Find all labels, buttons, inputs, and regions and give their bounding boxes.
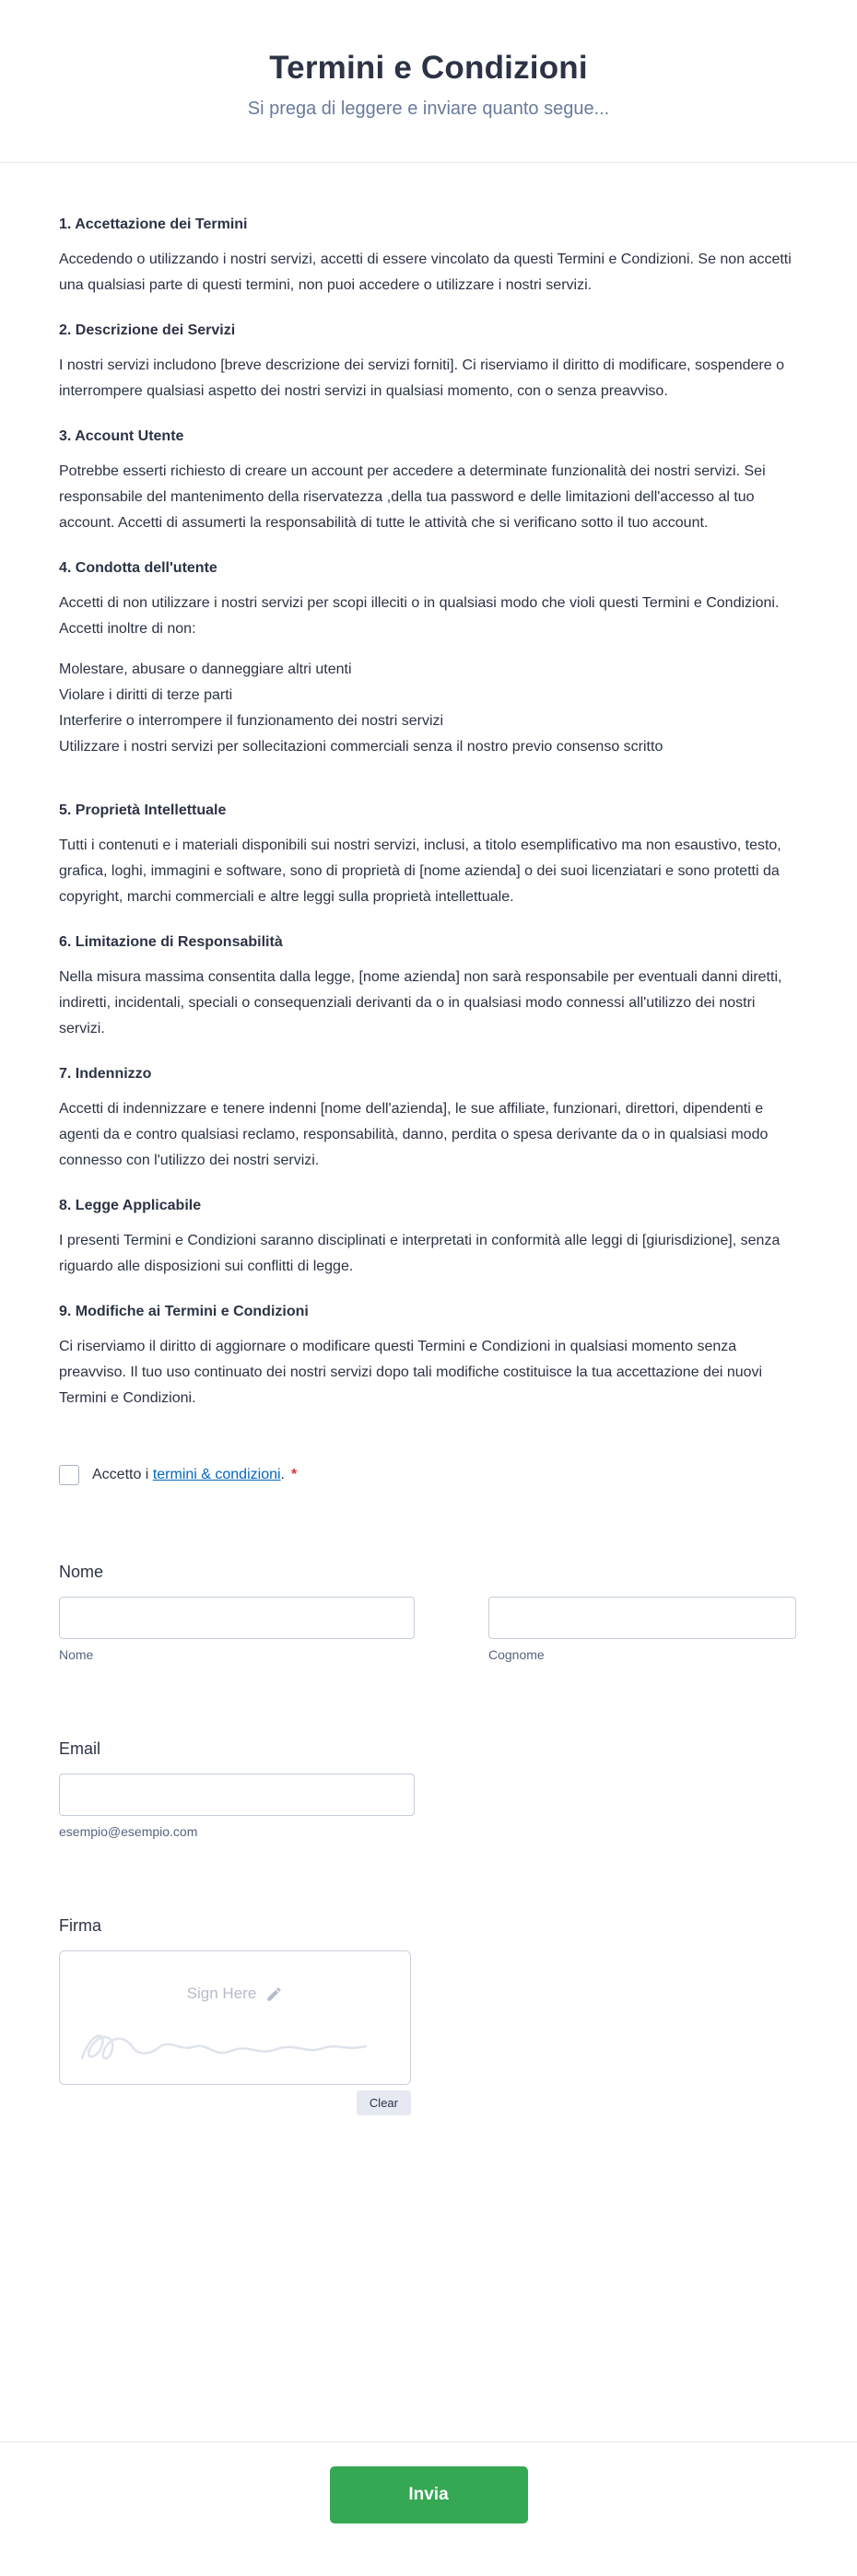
- terms-paragraph: Accetti di non utilizzare i nostri servizi per scopi illeciti o in qualsiasi modo che violi questi Termini e Condizioni. Accetti inoltre di non:: [59, 595, 780, 637]
- signature-field: [59, 1916, 798, 2115]
- name-inputs-row: [59, 1597, 798, 1662]
- first-name-input[interactable]: [59, 1597, 415, 1639]
- first-name-sublabel: Nome: [59, 1647, 94, 1662]
- terms-section-heading: 7. Indennizzo: [59, 1066, 152, 1082]
- last-name-sublabel: Cognome: [488, 1647, 545, 1662]
- terms-paragraph: Accetti di indennizzare e tenere indenni [nome dell'azienda], le sue affiliate, funzionari, direttori, dipendenti e agenti da e contro qualsiasi reclamo, responsabilità, danno, perdita o spesa derivante da o in qualsiasi modo connesso con l'utilizzo dei nostri servizi.: [59, 1101, 769, 1168]
- terms-text: [59, 217, 798, 1411]
- email-subfield: [59, 1774, 415, 1839]
- email-input[interactable]: [59, 1774, 415, 1816]
- last-name-subfield: [488, 1597, 796, 1662]
- form-subtitle: Si prega di leggere e inviare quanto segue...: [247, 99, 610, 119]
- email-sublabel: esempio@esempio.com: [59, 1824, 198, 1839]
- terms-paragraph: Potrebbe esserti richiesto di creare un account per accedere a determinate funzionalità dei nostri servizi. Sei responsabile del mantenimento della riservatezza ,della tua password e delle limitazioni dell'accesso al tuo account. Accetti di assumerti la responsabilità di tutte le attività che si verificano sotto il tuo account.: [59, 463, 766, 531]
- signature-squiggle-graphic: [73, 2021, 377, 2069]
- terms-list-item: Interferire o interrompere il funzionamento dei nostri servizi: [59, 713, 444, 729]
- first-name-subfield: [59, 1597, 415, 1662]
- terms-link[interactable]: termini & condizioni: [152, 1467, 281, 1482]
- terms-section-heading: 6. Limitazione di Responsabilità: [59, 934, 283, 950]
- terms-paragraph: I presenti Termini e Condizioni saranno disciplinati e interpretati in conformità alle leggi di [giurisdizione], senza riguardo alle disposizioni sui conflitti di legge.: [59, 1233, 781, 1274]
- terms-paragraph: I nostri servizi includono [breve descrizione dei servizi forniti]. Ci riserviamo il diritto di modificare, sospendere o interrompere qualsiasi aspetto dei nostri servizi in qualsiasi momento, con o senza preavviso.: [59, 357, 784, 399]
- name-label: Nome: [59, 1563, 104, 1581]
- signature-area: [59, 1950, 411, 2115]
- terms-paragraph: Ci riserviamo il diritto di aggiornare o modificare questi Termini e Condizioni in qualsiasi momento senza preavviso. Il tuo uso continuato dei nostri servizi dopo tali modifiche costituisce la tua accettazione dei nuovi Termini e Condizioni.: [59, 1339, 763, 1406]
- agreement-text-suffix: .: [280, 1467, 285, 1482]
- terms-list: [59, 657, 798, 760]
- signature-pad[interactable]: [59, 1950, 411, 2085]
- terms-list-item: Utilizzare i nostri servizi per sollecitazioni commerciali senza il nostro previo consenso scritto: [59, 739, 663, 755]
- terms-section-heading: 3. Account Utente: [59, 428, 184, 444]
- terms-paragraph: Tutti i contenuti e i materiali disponibili sui nostri servizi, inclusi, a titolo esemplificativo ma non esaustivo, testo, grafica, loghi, immagini e software, sono di proprietà di [nome azienda] o dei suoi licenziatari e sono protetti da copyright, marchi commerciali e altre leggi sulla proprietà intellettuale.: [59, 837, 781, 905]
- required-asterisk: *: [291, 1467, 298, 1482]
- terms-paragraph: Nella misura massima consentita dalla legge, [nome azienda] non sarà responsabile per eventuali danni diretti, indiretti, incidentali, speciali o consequenziali derivanti da o in qualsiasi modo connessi all'utilizzo dei nostri servizi.: [59, 969, 782, 1036]
- form-body: [0, 163, 857, 2441]
- terms-section-heading: 8. Legge Applicabile: [59, 1198, 202, 1213]
- email-field: [59, 1739, 798, 1839]
- agreement-label: [92, 1467, 297, 1483]
- signature-hint: [60, 1985, 410, 2003]
- pen-icon: [265, 1985, 283, 2003]
- signature-clear-button[interactable]: Clear: [357, 2090, 411, 2115]
- signature-placeholder: Sign Here: [186, 1985, 257, 2002]
- name-field: [59, 1563, 798, 1662]
- agreement-text-prefix: Accetto i: [92, 1467, 153, 1482]
- terms-list-item: Molestare, abusare o danneggiare altri utenti: [59, 662, 352, 677]
- form-header: [0, 0, 857, 162]
- terms-checkbox[interactable]: [59, 1465, 79, 1485]
- terms-list-item: Violare i diritti di terze parti: [59, 687, 233, 703]
- terms-section-heading: 2. Descrizione dei Servizi: [59, 322, 236, 338]
- form-title: Termini e Condizioni: [269, 50, 588, 86]
- terms-section-heading: 9. Modifiche ai Termini e Condizioni: [59, 1304, 309, 1319]
- terms-paragraph: Accedendo o utilizzando i nostri servizi, accetti di essere vincolato da questi Termini e Condizioni. Se non accetti una qualsiasi parte di questi termini, non puoi accedere o utilizzare i nostri servizi.: [59, 252, 792, 293]
- form-footer: [0, 2442, 857, 2576]
- signature-label: Firma: [59, 1916, 101, 1935]
- agreement-row: [59, 1465, 798, 1485]
- submit-button[interactable]: Invia: [330, 2466, 528, 2523]
- terms-section-heading: 4. Condotta dell'utente: [59, 560, 217, 576]
- email-label: Email: [59, 1739, 101, 1758]
- last-name-input[interactable]: [488, 1597, 796, 1639]
- terms-section-heading: 1. Accettazione dei Termini: [59, 217, 248, 232]
- terms-section-heading: 5. Proprietà Intellettuale: [59, 802, 227, 818]
